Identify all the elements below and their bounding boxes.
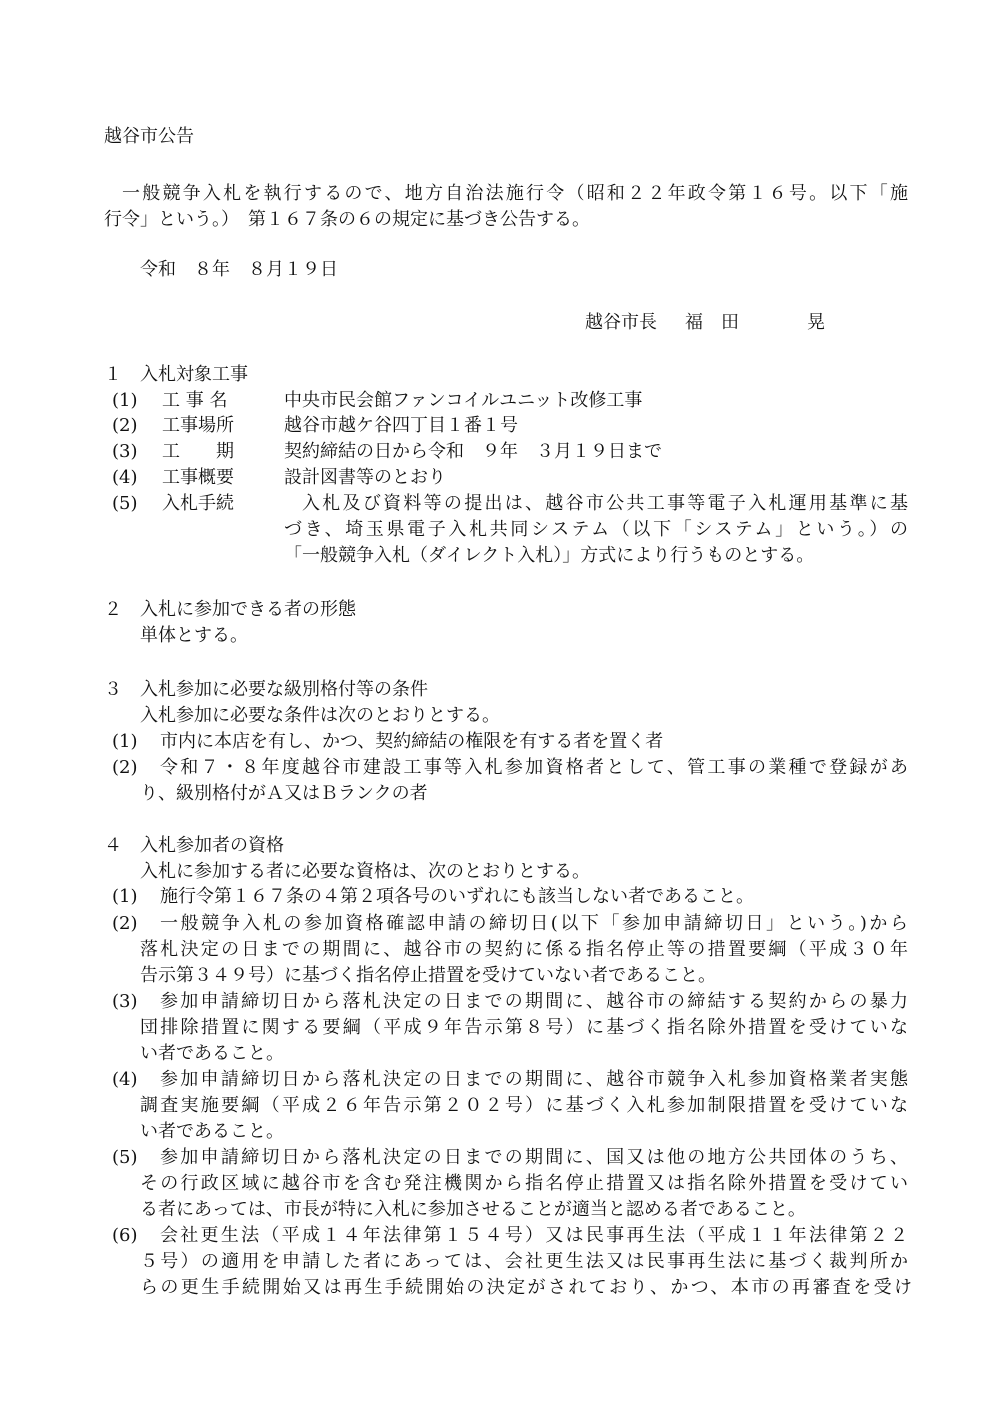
s4-item-2-line-2: 落札決定の日までの期間に、越谷市の契約に係る指名停止等の措置要綱（平成３０年 [140,939,908,960]
s4-item-2-line-1: 一般競争入札の参加資格確認申請の締切日(以下「参加申請締切日」という。)から [160,913,908,934]
s4-item-3-line-1: 参加申請締切日から落札決定の日までの期間に、越谷市の締結する契約からの暴力 [160,991,908,1012]
s4-item-3-line-3: い者であること。 [140,1043,284,1064]
s3-item-1-line-1: 市内に本店を有し、かつ、契約締結の権限を有する者を置く者 [160,731,664,752]
signature-surname: 福 田 [685,312,739,333]
s1-item-4-value: 設計図書等のとおり [284,467,446,488]
s4-item-2-line-3: 告示第３４９号）に基づく指名停止措置を受けていない者であること。 [140,965,716,986]
signature-title: 越谷市長 [585,312,657,333]
section-2-body: 単体とする。 [140,625,248,646]
intro-line-2: 行令」という。） 第１６７条の６の規定に基づき公告する。 [104,209,590,230]
s1-item-5-line-3: 「一般競争入札（ダイレクト入札）」方式により行うものとする。 [284,545,815,566]
s4-item-3-line-2: 団排除措置に関する要綱（平成９年告示第８号）に基づく指名除外措置を受けていな [140,1017,908,1038]
s4-item-2-number: (2) [112,913,138,934]
s1-item-1-value: 中央市民会館ファンコイルユニット改修工事 [284,390,643,411]
s1-item-5-line-1: 入札及び資料等の提出は、越谷市公共工事等電子入札運用基準に基 [302,493,908,514]
s1-item-3-number: (3) [112,441,138,462]
s1-item-1-label: 工 事 名 [162,390,228,411]
s4-item-6-line-3: らの更生手続開始又は再生手続開始の決定がされており、かつ、本市の再審査を受け [140,1277,912,1298]
section-1-heading: １ 入札対象工事 [104,364,248,385]
s1-item-5-number: (5) [112,493,138,514]
notice-header: 越谷市公告 [104,126,194,147]
section-4-body: 入札に参加する者に必要な資格は、次のとおりとする。 [140,861,590,882]
s4-item-3-number: (3) [112,991,138,1012]
s1-item-5-label: 入札手続 [162,493,234,514]
s3-item-2-line-1: 令和７・８年度越谷市建設工事等入札参加資格者として、管工事の業種で登録があ [160,757,908,778]
section-4-heading: ４ 入札参加者の資格 [104,835,284,856]
s4-item-6-number: (6) [112,1225,138,1246]
s1-item-5-line-2: づき、埼玉県電子入札共同システム（以下「システム」という。）の [284,519,908,540]
s4-item-5-number: (5) [112,1147,138,1168]
s3-item-2-number: (2) [112,757,138,778]
s4-item-6-line-1: 会社更生法（平成１４年法律第１５４号）又は民事再生法（平成１１年法律第２２ [160,1225,908,1246]
s3-item-2-line-2: り、級別格付がＡ又はＢランクの者 [140,783,428,804]
s4-item-5-line-1: 参加申請締切日から落札決定の日までの期間に、国又は他の地方公共団体のうち、 [160,1147,908,1168]
section-3-body: 入札参加に必要な条件は次のとおりとする。 [140,705,500,726]
s4-item-5-line-2: その行政区域に越谷市を含む発注機関から指名停止措置又は指名除外措置を受けてい [140,1173,908,1194]
section-2-heading: ２ 入札に参加できる者の形態 [104,599,356,620]
notice-date: 令和 ８年 ８月１９日 [140,259,338,280]
s1-item-3-value: 契約締結の日から令和 ９年 ３月１９日まで [284,441,662,462]
s4-item-6-line-2: ５号）の適用を申請した者にあっては、会社更生法又は民事再生法に基づく裁判所か [140,1251,908,1272]
signature-given-name: 晃 [807,312,825,333]
s4-item-4-line-3: い者であること。 [140,1121,284,1142]
section-3-heading: ３ 入札参加に必要な級別格付等の条件 [104,679,428,700]
s1-item-2-value: 越谷市越ケ谷四丁目１番１号 [284,415,518,436]
s1-item-2-label: 工事場所 [162,415,234,436]
s4-item-4-line-1: 参加申請締切日から落札決定の日までの期間に、越谷市競争入札参加資格業者実態 [160,1069,908,1090]
s3-item-1-number: (1) [112,731,138,752]
s1-item-4-number: (4) [112,467,138,488]
s1-item-3-label: 工 期 [162,441,234,462]
intro-line-1: 一般競争入札を執行するので、地方自治法施行令（昭和２２年政令第１６号。以下「施 [122,183,908,204]
s4-item-5-line-3: る者にあっては、市長が特に入札に参加させることが適当と認める者であること。 [140,1199,806,1220]
s1-item-1-number: (1) [112,390,138,411]
s4-item-1-number: (1) [112,886,138,907]
s4-item-1-line-1: 施行令第１６７条の４第２項各号のいずれにも該当しない者であること。 [160,886,754,907]
s4-item-4-number: (4) [112,1069,138,1090]
s1-item-4-label: 工事概要 [162,467,234,488]
s4-item-4-line-2: 調査実施要綱（平成２６年告示第２０２号）に基づく入札参加制限措置を受けていな [140,1095,908,1116]
s1-item-2-number: (2) [112,415,138,436]
